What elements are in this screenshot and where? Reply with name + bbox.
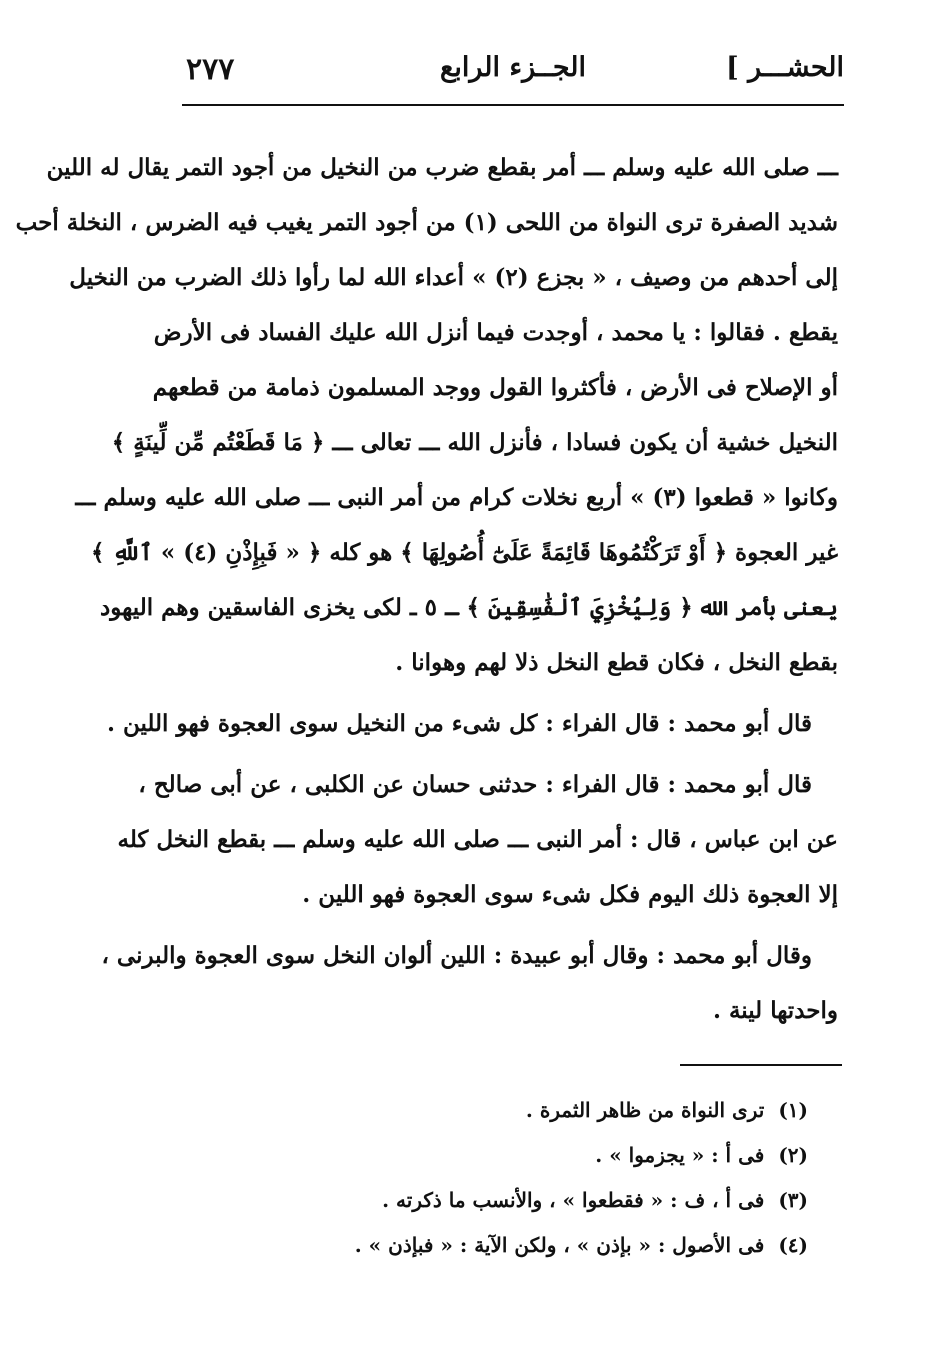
footnote-text: فى الأصول : « بإذن » ، ولكن الآية : « فبإذن » . bbox=[354, 1233, 765, 1257]
text-line: واحدتها لينة . bbox=[712, 997, 838, 1024]
running-header bbox=[182, 52, 844, 98]
page-number: ٢٧٧ bbox=[186, 52, 235, 87]
footnote bbox=[180, 1223, 808, 1268]
footnote-number: (١) bbox=[778, 1098, 808, 1122]
text-line: أو الإصلاح فى الأرض ، فأكثروا القول ووجد المسلمون ذمامة من قطعهم bbox=[152, 374, 838, 401]
text-line: غير العجوة ﴿ أَوْ تَرَكْتُمُوهَا قَائِمَةً عَلَىٰٓ أُصُولِهَا ﴾ هو كله ﴿ « فَبِإِذْنِ (٤) » ٱللَّهِ ﴾ bbox=[90, 539, 838, 566]
text-line: عن ابن عباس ، قال : أمر النبى ـــ صلى الله عليه وسلم ـــ بقطع النخل كله bbox=[117, 826, 838, 853]
paragraph bbox=[117, 757, 838, 922]
footnote-text: ترى النواة من ظاهر الثمرة . bbox=[525, 1098, 765, 1122]
text-line: إلا العجوة ذلك اليوم فكل شىء سوى العجوة فهو اللين . bbox=[302, 881, 838, 908]
text-line: شديد الصفرة ترى النواة من اللحى (١) من أجود التمر يغيب فيه الضرس ، النخلة أحب bbox=[15, 209, 838, 236]
footnotes bbox=[180, 1088, 808, 1268]
paragraph bbox=[15, 140, 838, 690]
volume-title: الجــزء الرابع bbox=[440, 52, 586, 83]
footnote-number: (٣) bbox=[778, 1188, 808, 1212]
text-line: قال أبو محمد : قال الفراء : حدثنى حسان عن الكلبى ، عن أبى صالح ، bbox=[138, 771, 812, 798]
text-line: وكانوا « قطعوا (٣) » أربع نخلات كرام من أمر النبى ـــ صلى الله عليه وسلم ـــ bbox=[75, 484, 838, 511]
text-line: يقطع . فقالوا : يا محمد ، أوجدت فيما أنزل الله عليك الفساد فى الأرض bbox=[153, 319, 838, 346]
footnote bbox=[180, 1088, 808, 1133]
footnote bbox=[180, 1178, 808, 1223]
main-text bbox=[15, 140, 838, 1038]
text-line: ـــ صلى الله عليه وسلم ـــ أمر بقطع ضرب من النخيل من أجود التمر يقال له اللين bbox=[46, 154, 838, 181]
footnote-number: (٢) bbox=[778, 1143, 808, 1167]
paragraph bbox=[101, 928, 838, 1038]
footnote-rule bbox=[680, 1064, 842, 1066]
text-line: النخيل خشية أن يكون فسادا ، فأنزل الله ـــ تعالى ـــ ﴿ مَا قَطَعْتُم مِّن لِّينَةٍ ﴾ bbox=[111, 429, 838, 456]
footnote-text: فى أ : « يجزموا » . bbox=[595, 1143, 765, 1167]
footnote bbox=[180, 1133, 808, 1178]
section-title: الحشـــر ] bbox=[725, 52, 844, 83]
footnote-text: فى أ ، ف : « فقطعوا » ، والأنسب ما ذكرته . bbox=[382, 1188, 765, 1212]
text-line: قال أبو محمد : قال الفراء : كل شىء من النخيل سوى العجوة فهو اللين . bbox=[106, 710, 812, 737]
text-line: إلى أحدهم من وصيف ، « بجزع (٢) » أعداء الله لما رأوا ذلك الضرب من النخيل bbox=[69, 264, 838, 291]
footnote-number: (٤) bbox=[778, 1233, 808, 1257]
paragraph bbox=[106, 696, 838, 751]
header-rule bbox=[182, 104, 844, 106]
text-line: يعنى بأمر الله ﴿ وَلِيُخْزِيَ ٱلْفَٰسِقِينَ ﴾ ـ ٥ ـ لكى يخزى الفاسقين وهم اليهود bbox=[100, 594, 838, 621]
text-line: وقال أبو محمد : وقال أبو عبيدة : اللين ألوان النخل سوى العجوة والبرنى ، bbox=[101, 942, 812, 969]
text-line: بقطع النخل ، فكان قطع النخل ذلا لهم وهوانا . bbox=[395, 649, 838, 676]
